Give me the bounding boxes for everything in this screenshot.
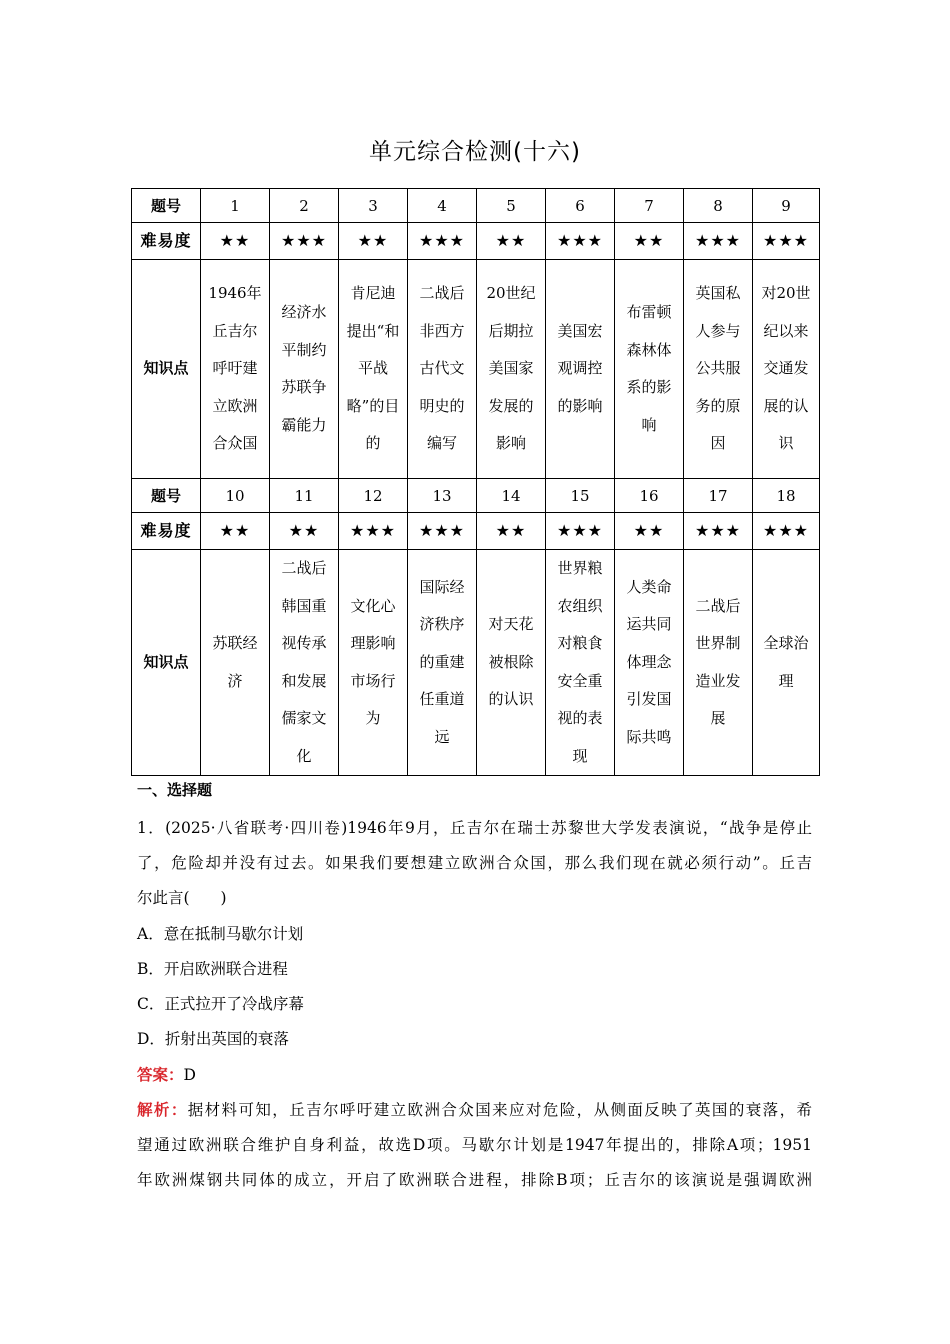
analysis-line [137, 1098, 812, 1120]
table-row [132, 479, 820, 513]
knowledge-point-cell: 国际经济秩序的重建任重道远 [408, 550, 477, 776]
page-title: 单元综合检测(十六) [369, 139, 581, 165]
difficulty-cell: ★★★ [408, 513, 477, 550]
difficulty-cell: ★★★ [684, 513, 753, 550]
knowledge-point-cell: 全球治理 [753, 550, 820, 776]
row-header: 难易度 [132, 223, 201, 260]
question-number-cell: 15 [546, 479, 615, 513]
question-number-cell: 5 [477, 189, 546, 223]
question-stem-line: 尔此言( ) [137, 889, 227, 907]
question-number-cell: 13 [408, 479, 477, 513]
knowledge-point-cell: 对20世纪以来交通发展的认识 [753, 260, 820, 479]
knowledge-point-cell: 二战后世界制造业发展 [684, 550, 753, 776]
row-header: 难易度 [132, 513, 201, 550]
knowledge-point-cell: 20世纪后期拉美国家发展的影响 [477, 260, 546, 479]
answer-line [137, 1063, 196, 1085]
difficulty-cell: ★★★ [546, 223, 615, 260]
difficulty-cell: ★★ [270, 513, 339, 550]
section-title: 一、选择题 [137, 781, 213, 799]
difficulty-cell: ★★★ [270, 223, 339, 260]
option-c: C．正式拉开了冷战序幕 [137, 995, 304, 1013]
difficulty-cell: ★★★ [408, 223, 477, 260]
table-row [132, 550, 820, 776]
analysis-line: 望通过欧洲联合维护自身利益，故选D项。马歇尔计划是1947年提出的，排除A项；1951 [137, 1136, 812, 1154]
question-number-cell: 14 [477, 479, 546, 513]
question-number-cell: 4 [408, 189, 477, 223]
difficulty-cell: ★★ [615, 223, 684, 260]
row-header: 知识点 [132, 260, 201, 479]
question-number-cell: 9 [753, 189, 820, 223]
knowledge-point-cell: 人类命运共同体理念引发国际共鸣 [615, 550, 684, 776]
table-row [132, 189, 820, 223]
analysis-line: 年欧洲煤钢共同体的成立，开启了欧洲联合进程，排除B项；丘吉尔的该演说是强调欧洲 [137, 1171, 812, 1189]
question-number-cell: 10 [201, 479, 270, 513]
knowledge-point-cell: 二战后韩国重视传承和发展儒家文化 [270, 550, 339, 776]
row-header: 题号 [132, 479, 201, 513]
difficulty-cell: ★★ [201, 223, 270, 260]
difficulty-cell: ★★★ [753, 513, 820, 550]
table-row [132, 260, 820, 479]
difficulty-cell: ★★★ [753, 223, 820, 260]
knowledge-point-cell: 苏联经济 [201, 550, 270, 776]
row-header: 知识点 [132, 550, 201, 776]
answer-label: 答案： [137, 1066, 184, 1084]
option-d: D．折射出英国的衰落 [137, 1030, 289, 1048]
table-row [132, 513, 820, 550]
question-number-cell: 2 [270, 189, 339, 223]
question-number-cell: 3 [339, 189, 408, 223]
difficulty-cell: ★★★ [546, 513, 615, 550]
knowledge-point-cell: 二战后非西方古代文明史的编写 [408, 260, 477, 479]
difficulty-cell: ★★ [339, 223, 408, 260]
difficulty-cell: ★★★ [684, 223, 753, 260]
question-stem-line: 了，危险却并没有过去。如果我们要想建立欧洲合众国，那么我们现在就必须行动”。丘吉 [137, 854, 812, 872]
option-b: B．开启欧洲联合进程 [137, 960, 288, 978]
question-stem-line: 1．(2025·八省联考·四川卷)1946年9月，丘吉尔在瑞士苏黎世大学发表演说，“战争是停止 [137, 819, 812, 837]
knowledge-point-cell: 经济水平制约苏联争霸能力 [270, 260, 339, 479]
question-number-cell: 16 [615, 479, 684, 513]
knowledge-point-cell: 英国私人参与公共服务的原因 [684, 260, 753, 479]
knowledge-point-cell: 布雷顿森林体系的影响 [615, 260, 684, 479]
question-number-cell: 6 [546, 189, 615, 223]
table-row [132, 223, 820, 260]
answer-value: D [183, 1066, 196, 1084]
row-header: 题号 [132, 189, 201, 223]
difficulty-cell: ★★ [477, 513, 546, 550]
question-number-cell: 8 [684, 189, 753, 223]
question-number-cell: 7 [615, 189, 684, 223]
question-number-cell: 11 [270, 479, 339, 513]
knowledge-table [131, 188, 820, 776]
knowledge-point-cell: 世界粮农组织对粮食安全重视的表现 [546, 550, 615, 776]
analysis-label: 解析： [137, 1101, 188, 1119]
difficulty-cell: ★★ [201, 513, 270, 550]
knowledge-point-cell: 肯尼迪提出“和平战略”的目的 [339, 260, 408, 479]
question-number-cell: 1 [201, 189, 270, 223]
difficulty-cell: ★★ [477, 223, 546, 260]
difficulty-cell: ★★ [615, 513, 684, 550]
analysis-text: 据材料可知，丘吉尔呼吁建立欧洲合众国来应对危险，从侧面反映了英国的衰落，希 [187, 1101, 812, 1119]
knowledge-point-cell: 1946年丘吉尔呼吁建立欧洲合众国 [201, 260, 270, 479]
option-a: A．意在抵制马歇尔计划 [137, 925, 304, 943]
difficulty-cell: ★★★ [339, 513, 408, 550]
question-section [137, 776, 812, 1196]
knowledge-point-cell: 对天花被根除的认识 [477, 550, 546, 776]
question-number-cell: 17 [684, 479, 753, 513]
question-number-cell: 12 [339, 479, 408, 513]
question-number-cell: 18 [753, 479, 820, 513]
knowledge-point-cell: 文化心理影响市场行为 [339, 550, 408, 776]
knowledge-point-cell: 美国宏观调控的影响 [546, 260, 615, 479]
